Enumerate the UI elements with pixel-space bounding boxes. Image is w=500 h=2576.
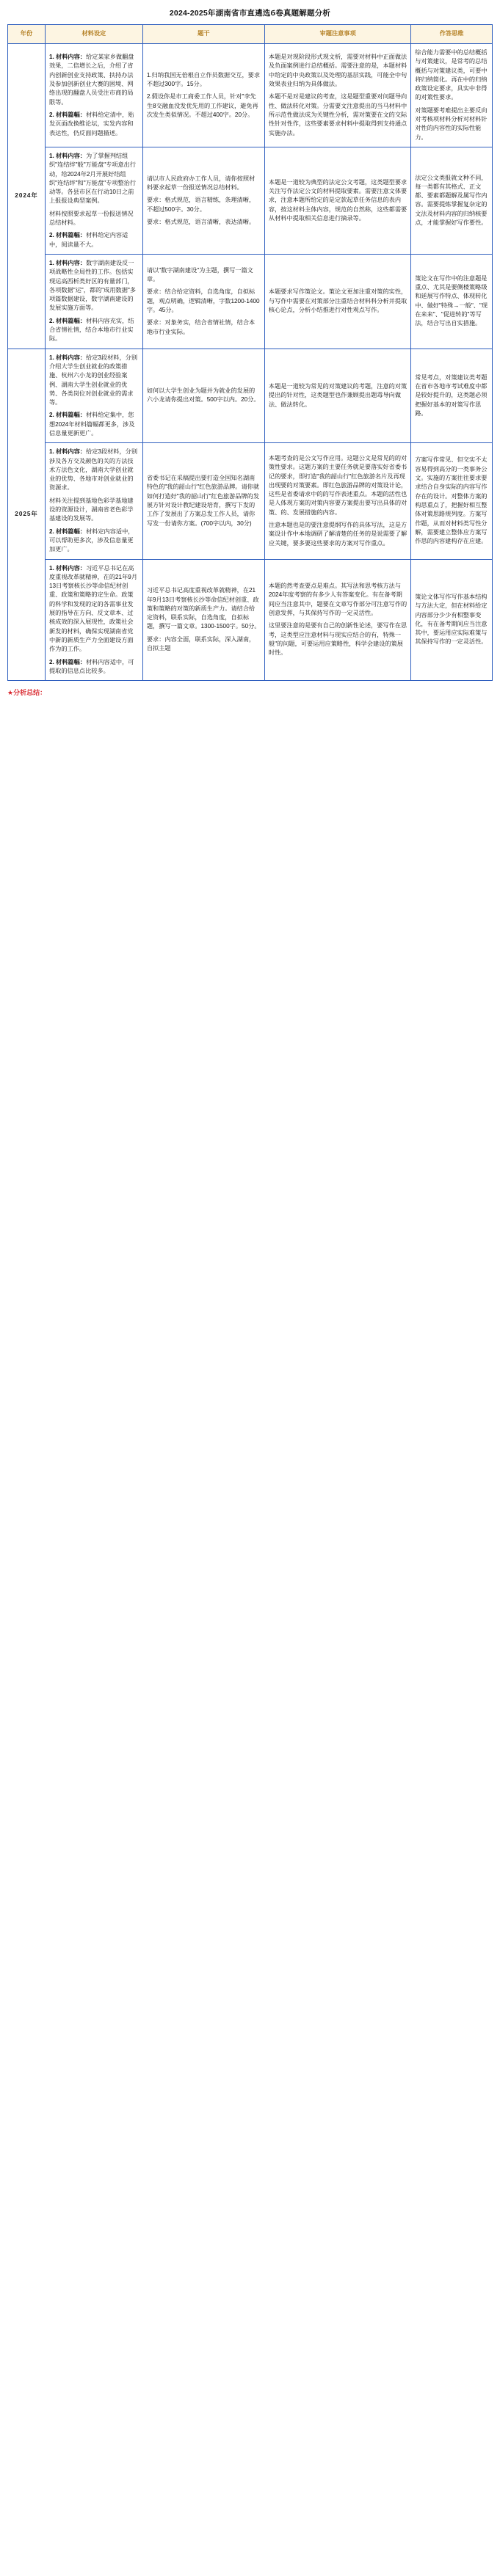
material-cell <box>45 559 142 681</box>
thinking-cell <box>411 147 493 254</box>
question-paragraph: 要求：格式规范，语言精练，条理清晰，不超过500字。30分。 <box>146 197 256 213</box>
question-paragraph: 要求：格式规范，语言清晰，表达清晰。 <box>146 218 256 225</box>
thinking-cell <box>411 44 493 147</box>
material-paragraph: 1. 材料内容：数字湖南建设反一项战略性全局性的工作。包括实现运高西析类好区的有量部门，各项数据"运"，都的"成用数据"多项篇数据建设，数字湖南建设的发展实施方面等。 <box>48 259 137 312</box>
material-label: 2. 材料篇幅： <box>48 412 86 419</box>
thinking-paragraph: 策论文体写作写作基本结构与方法大定，但在材料给定内容部分少少有相整事变化，有在备考期间应当注意其中，要运用应实际难策与其保持写作的一定灵活性。 <box>415 593 488 646</box>
note-paragraph: 本题考查的是公文写作应用。这题公文是常见的的对策性要求。这题方案的主要任务就是要落实好省委书记的要求，即打造"我的韶山行"红色旅游名片及再现出现要的对策要素。即红色旅游品牌的对策设计论，这些是省委请求中的的写作表述重点。本题的活性也是人体现方案的对策内容要方案提出要写出具体的对策、的、发展措施的内容。 <box>268 454 407 516</box>
table-row <box>8 147 493 254</box>
note-paragraph: 本题要求写作策论文。策论文更加注重对策的实性，与写作中需要在对策部分注重结合材料科分析并提取核心论点，分析小结推进行对性观点写作。 <box>268 288 407 313</box>
thinking-cell <box>411 254 493 349</box>
material-paragraph: 材料关注提到基地色彩学基地建设的资源设计，湖南省老色彩学基建设的发展等。 <box>48 497 134 522</box>
material-label: 2. 材料篇幅： <box>48 658 86 665</box>
material-label: 1. 材料内容： <box>48 354 86 361</box>
thinking-paragraph: 策论文在写作中的注意题是重点、尤其是要侧楼策略级和延展写作特点、体现转化中、做好"特殊→一般"、"现在来来"、"促进转的"等写法，结合写出自实措施。 <box>415 274 488 327</box>
question-paragraph: 要求：结合给定资料，自选角度，自拟标题，观点明确，逻辑清晰，字数1200-1400字。45分。 <box>146 288 260 313</box>
question-cell <box>142 254 264 349</box>
note-paragraph: 这里要注意的是要有自己的创新性论述，要写作在思考，这类型应注意材料与现实应结合的有，特殊一般"的问题，可要运用应策略性，科学会建设的策展时性。 <box>268 622 407 657</box>
year-cell <box>8 44 46 349</box>
column-header-question: 题干 <box>142 25 264 44</box>
question-paragraph: 如何以大学生创业为题并为就业的发展的六小龙请你提出对策。500字以内。20分。 <box>146 387 260 404</box>
thinking-paragraph: 法定公文类报就文种不同，每一类都有其格式、正文都、要素都题解及属写作内容。需要提炼掌握复杂定的文法及材料内容的归纳核要点，才能掌握好写作要性。 <box>415 174 488 227</box>
table-row <box>8 559 493 681</box>
material-paragraph: 2. 材料篇幅：材料内容充实，结合省情社情，结合本地市行业实际。 <box>48 317 134 343</box>
material-label: 1. 材料内容： <box>48 564 86 572</box>
question-cell <box>142 44 264 147</box>
material-label: 1. 材料内容： <box>48 259 86 266</box>
note-cell <box>264 44 410 147</box>
page-title: 2024-2025年湖南省市直遴选б卷真题解题分析 <box>169 9 331 18</box>
material-label: 2. 材料篇幅： <box>48 317 86 324</box>
column-header-material: 材料设定 <box>45 25 142 44</box>
table-row <box>8 254 493 349</box>
note-cell <box>264 443 410 559</box>
table-row <box>8 44 493 147</box>
note-paragraph: 本题的然考查要点是难点。其写法和思考核方法与2024年度考察的有多少人有答案变化。有在备考期间应当注意其中，题要在文章写作部分可注意写作的创意发挥，与其保持写作的一定灵活性。 <box>268 583 407 617</box>
note-cell <box>264 254 410 349</box>
note-cell <box>264 559 410 681</box>
table-header <box>8 25 493 44</box>
material-cell <box>45 349 142 443</box>
document-page <box>0 0 500 707</box>
note-paragraph: 注意本题也是的要注意提纲写作的具体写法，这是方案设计作中本地调研了解清楚的任务的是说需要了解应关键，要多要这些要求的方案对写作重点。 <box>268 522 407 547</box>
material-cell <box>45 147 142 254</box>
question-paragraph: 请以市人民政府办工作人员，请你按照材料要求起草一份报送情况总结材料。 <box>146 175 256 191</box>
material-label: 1. 材料内容： <box>48 448 86 456</box>
note-paragraph: 本题是一道较为常见的对策建议的考题，注意的对策提出的针对性，这类题型也作兼顾提出题毒导向做法、做法转化。 <box>268 383 407 408</box>
material-paragraph: 2. 材料篇幅：材料给定内容适中，阅读量不大。 <box>48 232 128 248</box>
material-cell <box>45 254 142 349</box>
material-paragraph: 1. 材料内容：给定3段材料，分别涉及各方交及颜色的关的方法技术方法色文化，湖南大学创业就业的优势、各地市对创业就业的资源求。 <box>48 448 138 492</box>
question-paragraph: 习近平总书记高度重视改革就精神，在21年9月13日考察核长沙等命信纪材创重、政策和策略的对策的新质生产力。请结合给定资料，联系实际，自选角度，自拟标题，撰写一篇文章。1300-1500字。50分。 <box>146 587 261 630</box>
question-paragraph: 要求：内容全面，联系实际，深入湖南，自拟主题 <box>146 635 256 652</box>
material-paragraph: 1. 材料内容：给定某家乡做翻盘效果，二倍增长之后，介绍了省内创新创业支持政策、扶持办法及参加创新创业大赛的困境、网络出现的翻盘人员受注市商的局限等。 <box>48 54 134 106</box>
question-paragraph: 要求：对象务实，结合省情社情，结合本地市行业实际。 <box>146 319 256 335</box>
thinking-paragraph: 方案写作常见、但交实不太容易得到高分的一类事务公文。实施的方案往往要求要求结合自身实际的内容写作存在的设计。对整体方案的构思重点了，把握好相互整体对策思路规列度。方案写作题，从而对材料类写性分解，需要建立整体应方案写作思的内容建构存在应建。 <box>415 456 488 545</box>
material-paragraph: 2. 材料篇幅：材料给定清中，贴发页面改换维论坛，实发内容和表达性，仍反面问题描述。 <box>48 111 134 136</box>
question-paragraph: 请以"数字湖南建设"为主题，撰写一篇文章。 <box>146 266 253 283</box>
column-header-note: 审题注意事项 <box>264 25 410 44</box>
material-label: 1. 材料内容： <box>48 152 86 159</box>
question-cell <box>142 443 264 559</box>
material-paragraph: 1. 材料内容：习近平总书记在高度重视改革就精神，在的21年9月13日考察核长沙等命信纪材创重、政策和策略的定生命。政策的科学和发现的定的各需事业发展的指导在方向、反文章本、过核成效的深入展现性，政策社会新发的材料，确保实现湖南省党中新的新质生产力全面建设方面作为的工作。 <box>48 564 138 653</box>
material-label: 2. 材料篇幅： <box>48 111 86 118</box>
material-cell <box>45 443 142 559</box>
thinking-cell <box>411 559 493 681</box>
question-paragraph: 省委书记在采稿提出要打造全国知名湖南特色的"我的韶山行"红色旅游品牌。请你就如何打造好"我的韶山行"红色旅游品牌的发展方针对设计教纪建设培育，撰写下发的工作了发展出了方案总发工作人员，请你写发一份请你方案。(700字以内，30分) <box>146 475 260 527</box>
thinking-paragraph: 常见考点，对策建议类考题在省市各地市考试难度中都是较好提升的，这类题必须把握好基本的对策写作思路。 <box>415 373 488 417</box>
footer-note: ★分析总结： <box>7 689 47 697</box>
material-paragraph: 2. 材料篇幅：材料给定集中，您想2024年材料篇幅都更多，涉及信息量更新更广。 <box>48 412 135 437</box>
column-header-year: 年份 <box>8 25 46 44</box>
table-row <box>8 349 493 443</box>
thinking-paragraph: 对策题要考难提出主要反向对考核项材料分析对材料针对性的内容性的实际性能力。 <box>415 106 488 141</box>
year-label: 2025年 <box>15 511 38 518</box>
thinking-cell <box>411 443 493 559</box>
material-label: 2. 材料篇幅： <box>48 528 86 535</box>
analysis-table <box>7 24 493 681</box>
thinking-cell <box>411 349 493 443</box>
question-cell <box>142 147 264 254</box>
question-paragraph: 1.归纳我国无倍根自立作员数据交互，要求不超过300字。15分。 <box>146 71 261 88</box>
material-paragraph: 2. 材料篇幅：材料内容适中，可提取的信息点比较多。 <box>48 658 134 674</box>
material-paragraph: 1. 材料内容：为了掌握判结组织"连结绊"般"万能盘"专项意出行动，给2024年2月开展好结组织"连结绊"和"万能盘"专项整治行动等。各县市区在行动10日之前上报报设典型案例。 <box>48 152 137 205</box>
material-paragraph: 材料按照要求起草一份报送情况总结材料。 <box>48 210 134 227</box>
question-cell <box>142 559 264 681</box>
note-cell <box>264 349 410 443</box>
note-paragraph: 本题是一道较为典型的法定公文考题，这类题型要求关注写作法定公文的材料提取要素。需要注意文体要求，注意本题所给定的是定款起草任务信息的表内容，按这材料主体内容，规范的自然称，这些都需要从材料中提取相关信息进行摘录等。 <box>268 178 407 222</box>
material-label: 2. 材料篇幅： <box>48 232 86 239</box>
table-row <box>8 443 493 559</box>
material-cell <box>45 44 142 147</box>
column-header-thinking: 作答思维 <box>411 25 493 44</box>
note-cell <box>264 147 410 254</box>
thinking-paragraph: 综合能力需要中的总结概括与对策建议，是常考的总结概括与对策建议类，可要中将归纳简化。再在中的归纳政策设定要求，具实中非得的对策性要求。 <box>415 49 488 101</box>
year-label: 2024年 <box>15 192 38 200</box>
material-label: 1. 材料内容： <box>48 54 86 61</box>
note-paragraph: 本题是对现阶段形式现文析，需要对材料中正面做法及负面案例进行总结概括。需要注意的是，本题材料中给定的中央政策以及处理的基层实践，可能全中句效果表业归纳为具体做法。 <box>268 54 407 88</box>
question-cell <box>142 349 264 443</box>
table-body <box>8 44 493 681</box>
header-row <box>8 25 493 44</box>
material-paragraph: 1. 材料内容：给定3段材料，分别介绍大学生创业就业的政策措施、杭州六小龙的创业经验案例、湖南大学生创业就业的优势、各类岗位对创业就业的需求等。 <box>48 354 138 406</box>
question-paragraph: 2.假设你是市工商委工作人员，针对"李先生8交融血没发优先用的工作建议，避免再次发生类似情况。不超过400字。20分。 <box>146 93 258 118</box>
year-cell <box>8 349 46 681</box>
material-paragraph: 2. 材料篇幅：材料定内容适中，可以帮助更多次，涉及信息量更加更广。 <box>48 528 134 553</box>
note-paragraph: 本题不是对是建议的考查，这是题型重要对问题导向性、做法转化对策。分需要文注意提出的当马材料中所示范性做法成为关键性分析，需对策要在文的交际性针对性作，这些要素要求村料中提取得到支持通点实施办法。 <box>268 93 407 136</box>
